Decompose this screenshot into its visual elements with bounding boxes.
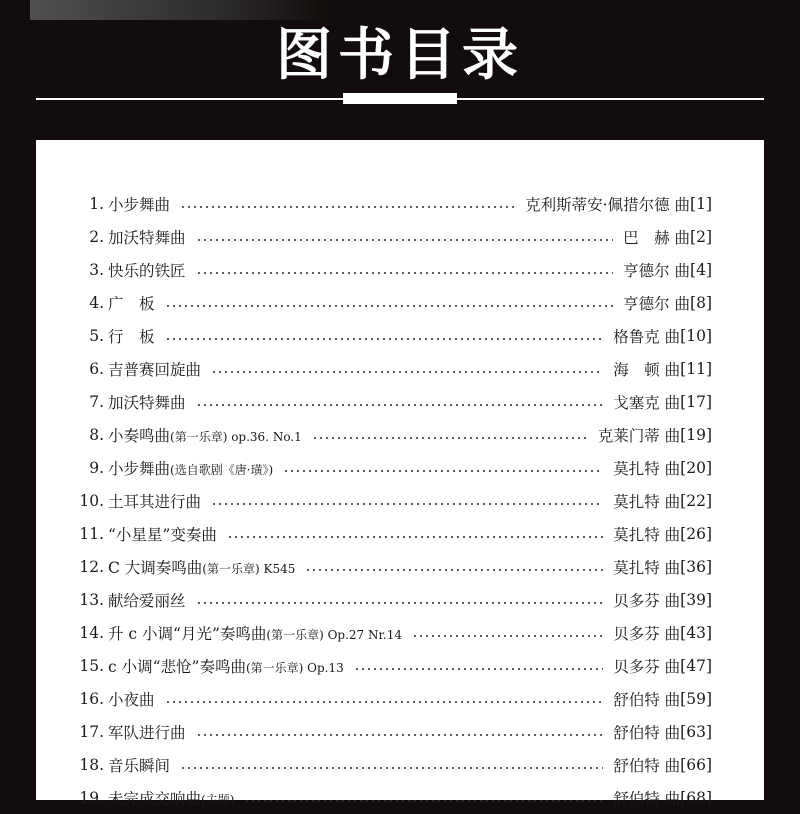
toc-entry-title <box>104 325 155 347</box>
top-decoration <box>30 0 330 20</box>
toc-entry[interactable] <box>36 715 764 748</box>
toc-entry-title-text: 快乐的铁匠 <box>108 261 186 280</box>
toc-entry-page: [47] <box>680 656 712 675</box>
toc-entry-page: [11] <box>680 359 712 378</box>
toc-entry-title <box>104 721 186 743</box>
toc-entry-title <box>104 193 170 215</box>
toc-entry[interactable] <box>36 220 764 253</box>
toc-entry-composer: 莫扎特 曲 <box>613 558 681 577</box>
toc-entry[interactable] <box>36 781 764 814</box>
toc-entry-composer: 格鲁克 曲 <box>613 327 681 346</box>
toc-entry-title <box>104 655 344 677</box>
toc-entry[interactable] <box>36 253 764 286</box>
toc-entry-note: (主题) <box>201 792 235 807</box>
toc-entry-note: (第一乐章) Op.27 Nr.14 <box>266 627 402 642</box>
toc-entry[interactable] <box>36 583 764 616</box>
toc-entry-number: 5. <box>89 326 104 345</box>
toc-entry-title <box>104 391 186 413</box>
toc-leader-dots <box>196 272 614 274</box>
title-underline-accent <box>343 93 457 104</box>
toc-leader-dots <box>211 371 603 373</box>
toc-entry-title <box>104 424 302 446</box>
toc-entry-page: [43] <box>680 623 712 642</box>
toc-entry-number: 8. <box>89 425 104 444</box>
toc-entry-title <box>104 226 186 248</box>
toc-entry-number: 16. <box>79 689 104 708</box>
toc-entry-page: [8] <box>690 293 712 312</box>
toc-entry[interactable] <box>36 385 764 418</box>
toc-entry-number: 15. <box>79 656 104 675</box>
toc-leader-dots <box>354 668 603 670</box>
toc-entry-number: 18. <box>79 755 104 774</box>
toc-leader-dots <box>196 239 614 241</box>
toc-entry-title <box>104 589 186 611</box>
toc-leader-dots <box>196 404 604 406</box>
toc-entry[interactable] <box>36 484 764 517</box>
toc-entry-title-text: “小星星”变奏曲 <box>108 525 217 544</box>
toc-entry-title <box>104 787 234 809</box>
toc-entry-title <box>104 754 170 776</box>
toc-entry-composer: 舒伯特 曲 <box>613 690 681 709</box>
toc-entry-composer: 舒伯特 曲 <box>613 723 681 742</box>
toc-entry[interactable] <box>36 616 764 649</box>
toc-entry-number: 9. <box>89 458 104 477</box>
toc-entry-title-text: 小夜曲 <box>108 690 155 709</box>
toc-entry-title-text: 小奏鸣曲 <box>108 426 171 445</box>
toc-entry-title <box>104 457 273 479</box>
toc-entry-note: (选自歌剧《唐·璜》) <box>170 462 274 477</box>
toc-entry-title-text: 升 c 小调“月光”奏鸣曲 <box>108 624 267 643</box>
toc-leader-dots <box>180 767 603 769</box>
toc-entry-title-text: C 大调奏鸣曲 <box>108 558 203 577</box>
toc-entry-number: 1. <box>89 194 104 213</box>
toc-leader-dots <box>211 503 603 505</box>
toc-entry-note: (第一乐章) K545 <box>202 561 296 576</box>
toc-entry-page: [39] <box>680 590 712 609</box>
toc-entry-page: [59] <box>680 689 712 708</box>
toc-entry-number: 13. <box>79 590 104 609</box>
toc-leader-dots <box>180 206 515 208</box>
toc-entry-composer: 贝多芬 曲 <box>613 657 681 676</box>
toc-entry-title-text: 行 板 <box>108 327 155 346</box>
toc-leader-dots <box>283 470 603 472</box>
toc-entry-title-text: 加沃特舞曲 <box>108 228 186 247</box>
toc-entry-number: 4. <box>89 293 104 312</box>
toc-entry[interactable] <box>36 352 764 385</box>
toc-entry-title-text: 献给爱丽丝 <box>108 591 186 610</box>
toc-entry-number: 14. <box>79 623 104 642</box>
toc-leader-dots <box>196 602 604 604</box>
toc-leader-dots <box>412 635 603 637</box>
toc-entry-page: [66] <box>680 755 712 774</box>
toc-entry-composer: 亨德尔 曲 <box>623 261 691 280</box>
toc-entry-composer: 贝多芬 曲 <box>613 624 681 643</box>
toc-entry-title <box>104 622 402 644</box>
toc-entry[interactable] <box>36 286 764 319</box>
toc-entry-composer: 莫扎特 曲 <box>613 492 681 511</box>
toc-entry-title-text: 加沃特舞曲 <box>108 393 186 412</box>
toc-entry-page: [1] <box>690 194 712 213</box>
toc-leader-dots <box>305 569 603 571</box>
toc-sheet <box>36 140 764 808</box>
toc-leader-dots <box>165 305 614 307</box>
toc-entry-number: 10. <box>79 491 104 510</box>
toc-entry[interactable] <box>36 319 764 352</box>
toc-entry-number: 19. <box>79 788 104 807</box>
toc-entry-title <box>104 688 155 710</box>
toc-entry-title <box>104 259 186 281</box>
toc-entry-number: 7. <box>89 392 104 411</box>
toc-entry-composer: 戈塞克 曲 <box>613 393 681 412</box>
toc-entry-title-text: 小步舞曲 <box>108 459 171 478</box>
toc-leader-dots <box>227 536 603 538</box>
toc-entry-number: 2. <box>89 227 104 246</box>
toc-entry-title-text: c 小调“悲怆”奏鸣曲 <box>108 657 246 676</box>
toc-entry[interactable] <box>36 517 764 550</box>
toc-entry-page: [4] <box>690 260 712 279</box>
toc-entry-note: (第一乐章) op.36. No.1 <box>170 429 302 444</box>
toc-entry-composer: 舒伯特 曲 <box>613 756 681 775</box>
toc-entry-page: [36] <box>680 557 712 576</box>
page-title: 图书目录 <box>276 23 524 88</box>
toc-entry-page: [2] <box>690 227 712 246</box>
toc-entry-title-text: 小步舞曲 <box>108 195 171 214</box>
toc-entry-note: (第一乐章) Op.13 <box>245 660 344 675</box>
toc-entry-composer: 莫扎特 曲 <box>613 459 681 478</box>
toc-entry-page: [22] <box>680 491 712 510</box>
toc-entry-number: 12. <box>79 557 104 576</box>
toc-entry-page: [68] <box>680 788 712 807</box>
toc-entry-title-text: 军队进行曲 <box>108 723 186 742</box>
toc-entry[interactable] <box>36 187 764 220</box>
toc-entry-title <box>104 292 155 314</box>
toc-entry-title-text: 土耳其进行曲 <box>108 492 202 511</box>
toc-entry[interactable] <box>36 748 764 781</box>
toc-entry-title <box>104 523 217 545</box>
toc-entry[interactable] <box>36 682 764 715</box>
toc-entry-composer: 亨德尔 曲 <box>623 294 691 313</box>
toc-entry-page: [17] <box>680 392 712 411</box>
toc-entry-page: [20] <box>680 458 712 477</box>
toc-leader-dots <box>165 701 604 703</box>
toc-entry-title-text: 吉普赛回旋曲 <box>108 360 202 379</box>
toc-entry-title-text: 广 板 <box>108 294 155 313</box>
toc-leader-dots <box>312 437 588 439</box>
toc-entry-title-text: 音乐瞬间 <box>108 756 171 775</box>
toc-entry-number: 3. <box>89 260 104 279</box>
toc-entry-composer: 舒伯特 曲 <box>613 789 681 808</box>
toc-entry-page: [26] <box>680 524 712 543</box>
toc-entry[interactable] <box>36 418 764 451</box>
toc-entry[interactable] <box>36 451 764 484</box>
toc-leader-dots <box>165 338 604 340</box>
toc-entry-composer: 贝多芬 曲 <box>613 591 681 610</box>
toc-entry-number: 6. <box>89 359 104 378</box>
toc-entry-title <box>104 556 295 578</box>
toc-leader-dots <box>196 734 604 736</box>
toc-entry-composer: 克莱门蒂 曲 <box>597 426 681 445</box>
toc-entry[interactable] <box>36 550 764 583</box>
toc-entry-number: 17. <box>79 722 104 741</box>
toc-entry-composer: 克利斯蒂安·佩措尔德 曲 <box>525 195 691 214</box>
toc-entry-composer: 巴 赫 曲 <box>623 228 691 247</box>
toc-entry-composer: 海 顿 曲 <box>613 360 681 379</box>
toc-entry-title <box>104 358 201 380</box>
toc-entry-number: 11. <box>79 524 104 543</box>
toc-entry[interactable] <box>36 649 764 682</box>
toc-entry-page: [10] <box>680 326 712 345</box>
toc-entry-composer: 莫扎特 曲 <box>613 525 681 544</box>
toc-entry-page: [19] <box>680 425 712 444</box>
toc-entry-page: [63] <box>680 722 712 741</box>
toc-entry-title <box>104 490 201 512</box>
toc-entry-title-text: 未完成交响曲 <box>108 789 202 808</box>
